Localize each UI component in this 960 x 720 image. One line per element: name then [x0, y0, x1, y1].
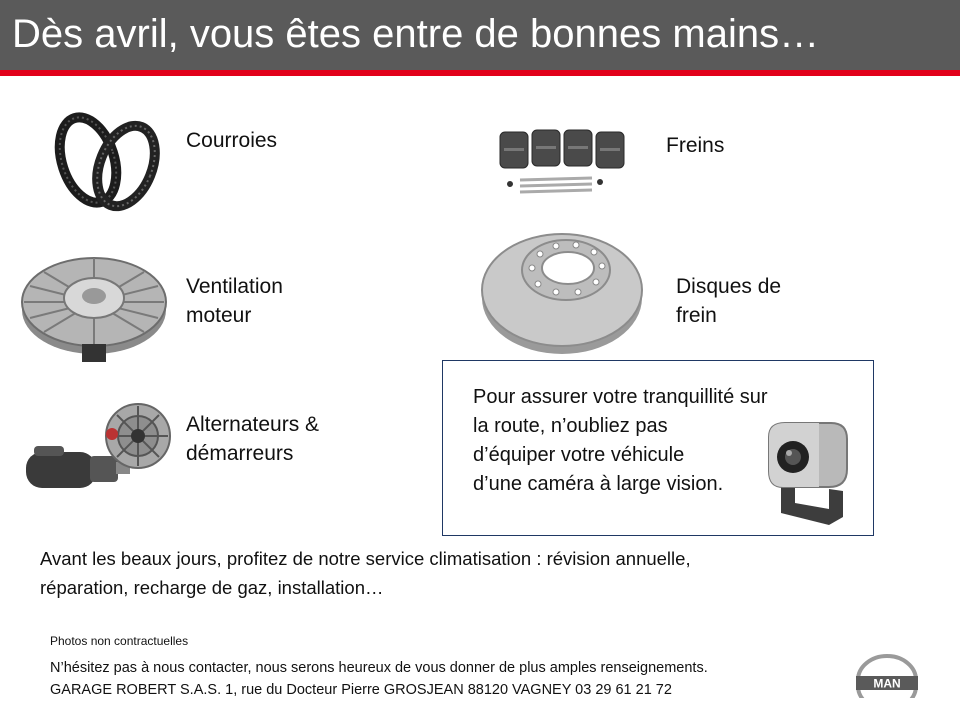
photos-disclaimer: Photos non contractuelles	[50, 634, 189, 648]
callout-line: d’une caméra à large vision.	[473, 473, 724, 495]
product-label-freins: Freins	[666, 134, 725, 157]
man-logo	[852, 650, 922, 698]
service-paragraph	[40, 544, 860, 602]
callout-line: la route, n’oubliez pas	[473, 415, 668, 437]
brake-disc-icon	[480, 222, 646, 358]
header-accent-stripe	[0, 70, 960, 76]
man-logo-text: MAN	[873, 676, 901, 691]
alternator-icon	[20, 400, 180, 496]
fan-clutch-icon	[20, 232, 168, 372]
contact-address: GARAGE ROBERT S.A.S. 1, rue du Docteur Pierre GROSJEAN 88120 VAGNEY 03 29 61 21 72	[50, 682, 672, 698]
belt-icon	[52, 110, 164, 214]
service-line: réparation, recharge de gaz, installation…	[40, 577, 384, 598]
product-label-courroies: Courroies	[186, 129, 278, 152]
product-label-ventilation: Ventilation moteur	[186, 275, 283, 327]
callout-line: d’équiper votre véhicule	[473, 444, 685, 466]
page-title: Dès avril, vous êtes entre de bonnes mains…	[12, 12, 820, 56]
product-label-alternateurs: Alternateurs & démarreurs	[186, 413, 320, 465]
camera-callout-box	[442, 360, 874, 536]
callout-line: Pour assurer votre tranquillité sur	[473, 386, 768, 408]
contact-invitation: N’hésitez pas à nous contacter, nous serons heureux de vous donner de plus amples renseignements.	[50, 660, 708, 676]
product-label-disques: Disques de frein	[676, 275, 782, 327]
brake-pads-icon	[494, 126, 634, 198]
camera-icon	[759, 417, 855, 529]
service-line: Avant les beaux jours, profitez de notre service climatisation : révision annuelle,	[40, 548, 691, 569]
header-bar	[0, 0, 960, 70]
contact-block	[50, 657, 840, 701]
